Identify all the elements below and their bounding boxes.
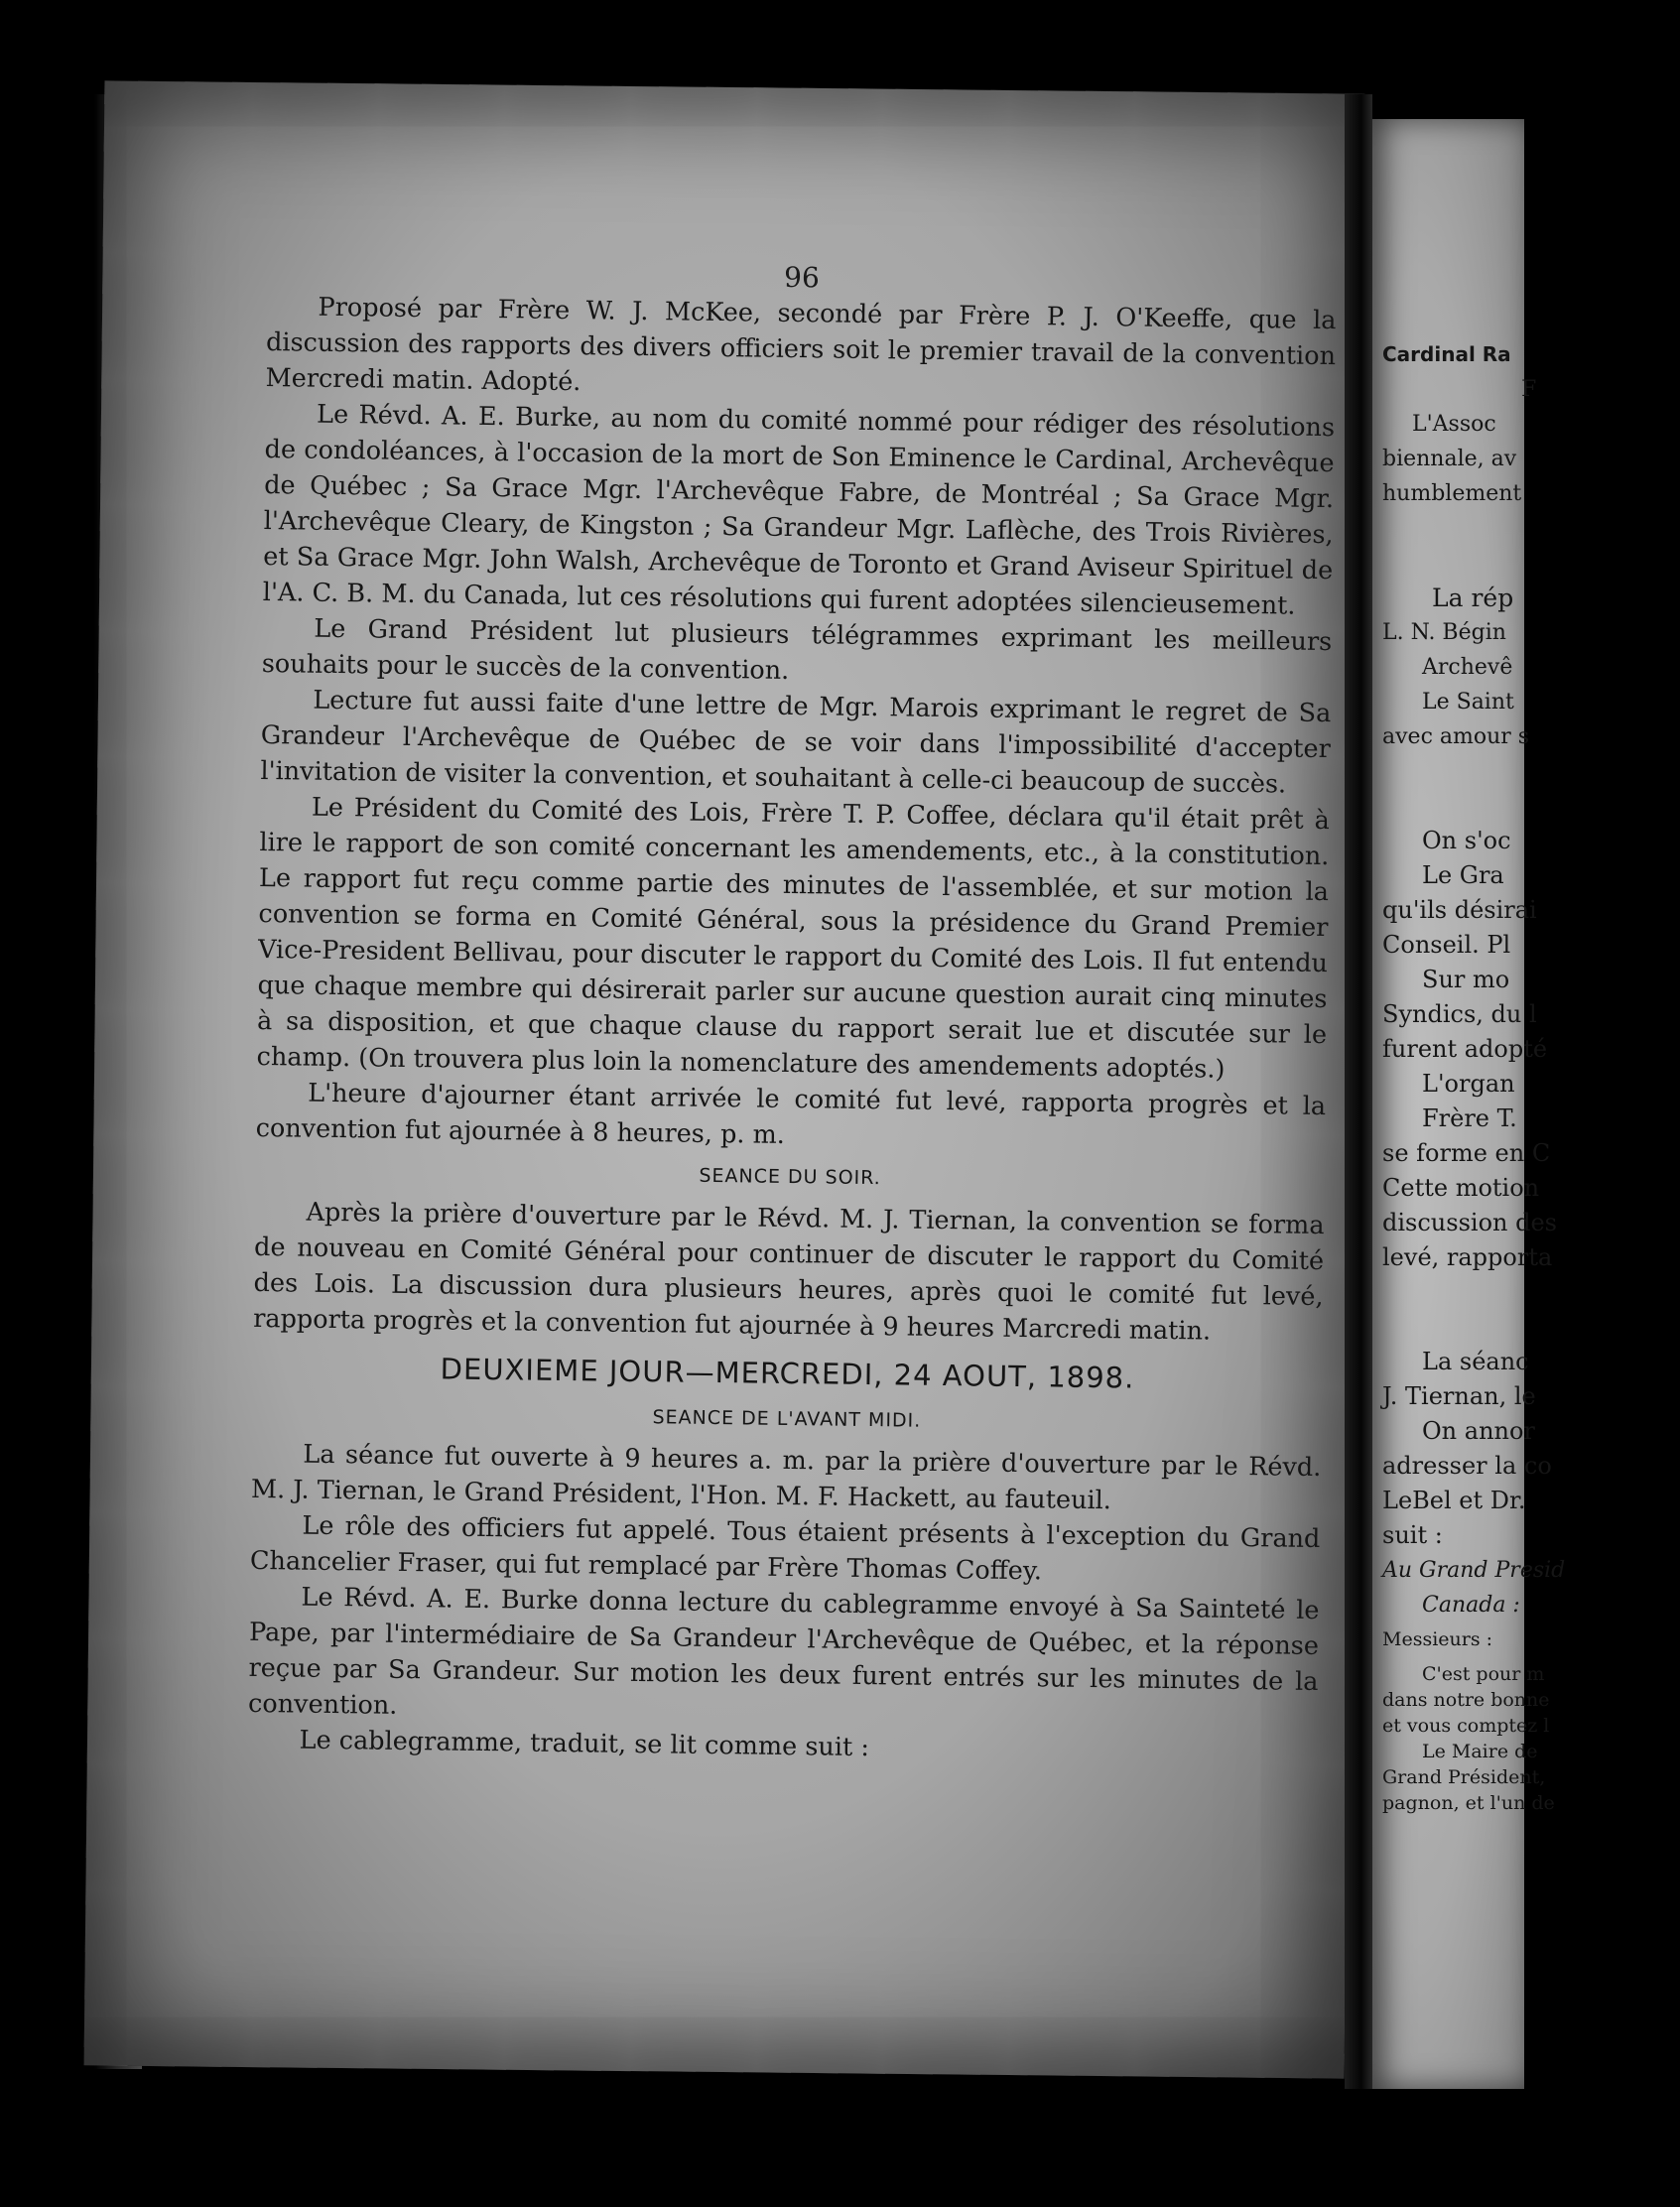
paragraph: Proposé par Frère W. J. McKee, secondé par Frère P. J. O'Keeffe, que la discussion des rapports des divers officiers soit le premier travail de la convention Mercredi matin. Adopté. — [265, 292, 1337, 398]
right-line: Frère T. — [1422, 1104, 1517, 1132]
page-number: 96 — [783, 260, 821, 295]
right-line: C'est pour m — [1422, 1663, 1545, 1685]
right-line: furent adopté — [1382, 1035, 1548, 1063]
paragraph: Le Grand Président lut plusieurs télégrammes exprimant les meilleurs souhaits pour le succès de la convention. — [261, 613, 1333, 686]
paragraph: Le Président du Comité des Lois, Frère T. P. Coffee, déclara qu'il était prêt à lire le rapport de son comité concernant les amendements, etc., à la constitution. Le rapport fut reçu comme partie des minutes de l'assemblée, et sur motion la convention se forma en Comité Général, sous la présidence du Grand Premier Vice-President Bellivau, pour discuter le rapport du Comité des Lois. Il fut entendu que chaque membre qui désirerait parler sur aucune question aurait cinq minutes à sa disposition, et que chaque clause du rapport serait lue et discutée sur le champ. (On trouvera plus loin la nomenclature des amendements adoptés.) — [256, 792, 1331, 1085]
right-line: La séanc — [1422, 1348, 1529, 1375]
right-line: F — [1521, 377, 1537, 402]
right-line: Messieurs : — [1382, 1628, 1493, 1650]
right-line: Canada : — [1422, 1593, 1520, 1618]
right-line: avec amour s — [1382, 724, 1530, 749]
section-heading-morning: SEANCE DE L'AVANT MIDI. — [652, 1406, 922, 1432]
right-line: biennale, av — [1382, 447, 1517, 471]
paragraph: Le cablegramme, traduit, se lit comme suit : — [299, 1725, 870, 1763]
paragraph: L'heure d'ajourner étant arrivée le comité fut levé, rapporta progrès et la convention fut ajournée à 8 heures, p. m. — [255, 1078, 1327, 1150]
right-line — [1382, 1275, 1680, 1310]
right-line: Archevê — [1422, 655, 1513, 680]
right-line: L'Assoc — [1412, 412, 1496, 437]
right-line — [1382, 546, 1680, 581]
paragraph: La séance fut ouverte à 9 heures a. m. par la prière d'ouverture par le Révd. M. J. Tiernan, le Grand Président, l'Hon. M. F. Hackett, au fauteuil. — [250, 1439, 1322, 1516]
right-line: Le Saint — [1422, 690, 1514, 714]
right-page-text — [1382, 337, 1680, 1812]
right-line — [1382, 754, 1680, 789]
right-line: et vous comptez l — [1382, 1715, 1550, 1737]
paragraph: Le Révd. A. E. Burke donna lecture du cablegramme envoyé à Sa Sainteté le Pape, par l'intermédiaire de Sa Grandeur l'Archevêque de Québec, et la réponse reçue par Sa Grandeur. Sur motion les deux furent entrés sur les minutes de la convention. — [247, 1582, 1320, 1721]
right-line: On annor — [1422, 1417, 1535, 1445]
right-line: On s'oc — [1422, 827, 1511, 854]
right-line: Conseil. Pl — [1382, 931, 1511, 959]
right-page — [1372, 119, 1566, 2089]
right-line: LeBel et Dr. — [1382, 1487, 1526, 1514]
right-line: Au Grand Presid — [1382, 1558, 1566, 1583]
right-line: Grand Président, — [1382, 1766, 1546, 1788]
right-line: Cardinal Ra — [1382, 342, 1511, 366]
right-line: se forme en C — [1382, 1139, 1551, 1167]
paragraph: Le Révd. A. E. Burke, au nom du comité nommé pour rédiger des résolutions de condoléances, à l'occasion de la mort de Son Eminence le Cardinal, Archevêque de Québec ; Sa Grace Mgr. l'Archevêque Fabre, de Montréal ; Sa Grace Mgr. l'Archevêque Cleary, de Kingston ; Sa Grandeur Mgr. Laflèche, des Trois Rivières, et Sa Grace Mgr. John Walsh, Archevêque de Toronto et Grand Aviseur Spirituel de l'A. C. B. M. du Canada, lut ces résolutions qui furent adoptées silencieusement. — [262, 399, 1336, 621]
right-line: J. Tiernan, le — [1382, 1382, 1536, 1410]
section-heading-evening: SEANCE DU SOIR. — [699, 1164, 881, 1190]
right-line: levé, rapporta — [1382, 1243, 1553, 1271]
book-gutter — [1345, 94, 1372, 2089]
right-line: qu'ils désirai — [1382, 896, 1537, 924]
paragraph: Le rôle des officiers fut appelé. Tous étaient présents à l'exception du Grand Chancelier Fraser, qui fut remplacé par Frère Thomas Coffey. — [249, 1510, 1321, 1587]
right-line: Le Maire de — [1422, 1741, 1538, 1762]
paragraph: Après la prière d'ouverture par le Révd. M. J. Tiernan, la convention se forma de nouveau en Comité Général pour continuer de discuter le rapport du Comité des Lois. La discussion dura plusieurs heures, après quoi le comité fut levé, rapporta progrès et la convention fut ajournée à 9 heures Marcredi matin. — [252, 1197, 1325, 1347]
right-line: suit : — [1382, 1521, 1443, 1549]
right-line: L'organ — [1422, 1070, 1515, 1098]
right-line: Sur mo — [1422, 966, 1510, 993]
paragraph: Lecture fut aussi faite d'une lettre de Mgr. Marois exprimant le regret de Sa Grandeur l'Archevêque de Québec de se voir dans l'impossibilité d'accepter l'invitation de visiter la convention, et souhaitant à celle-ci beaucoup de succès. — [260, 685, 1332, 800]
right-line: dans notre bonne — [1382, 1689, 1550, 1711]
right-line — [1382, 789, 1680, 824]
right-line: discussion des — [1382, 1209, 1557, 1236]
day-heading: DEUXIEME JOUR—MERCREDI, 24 AOUT, 1898. — [440, 1352, 1135, 1395]
right-line: L. N. Bégin — [1382, 620, 1506, 645]
right-line: pagnon, et l'un de — [1382, 1792, 1555, 1814]
right-line — [1382, 511, 1680, 546]
right-line: humblement — [1382, 481, 1522, 506]
right-line: La rép — [1432, 584, 1514, 612]
right-line: adresser la co — [1382, 1452, 1552, 1480]
right-line: Le Gra — [1422, 861, 1504, 889]
right-line — [1382, 1310, 1680, 1345]
right-line: Cette motion — [1382, 1174, 1540, 1202]
right-line: Syndics, du l — [1382, 1000, 1537, 1028]
left-page-text — [245, 259, 1337, 1960]
